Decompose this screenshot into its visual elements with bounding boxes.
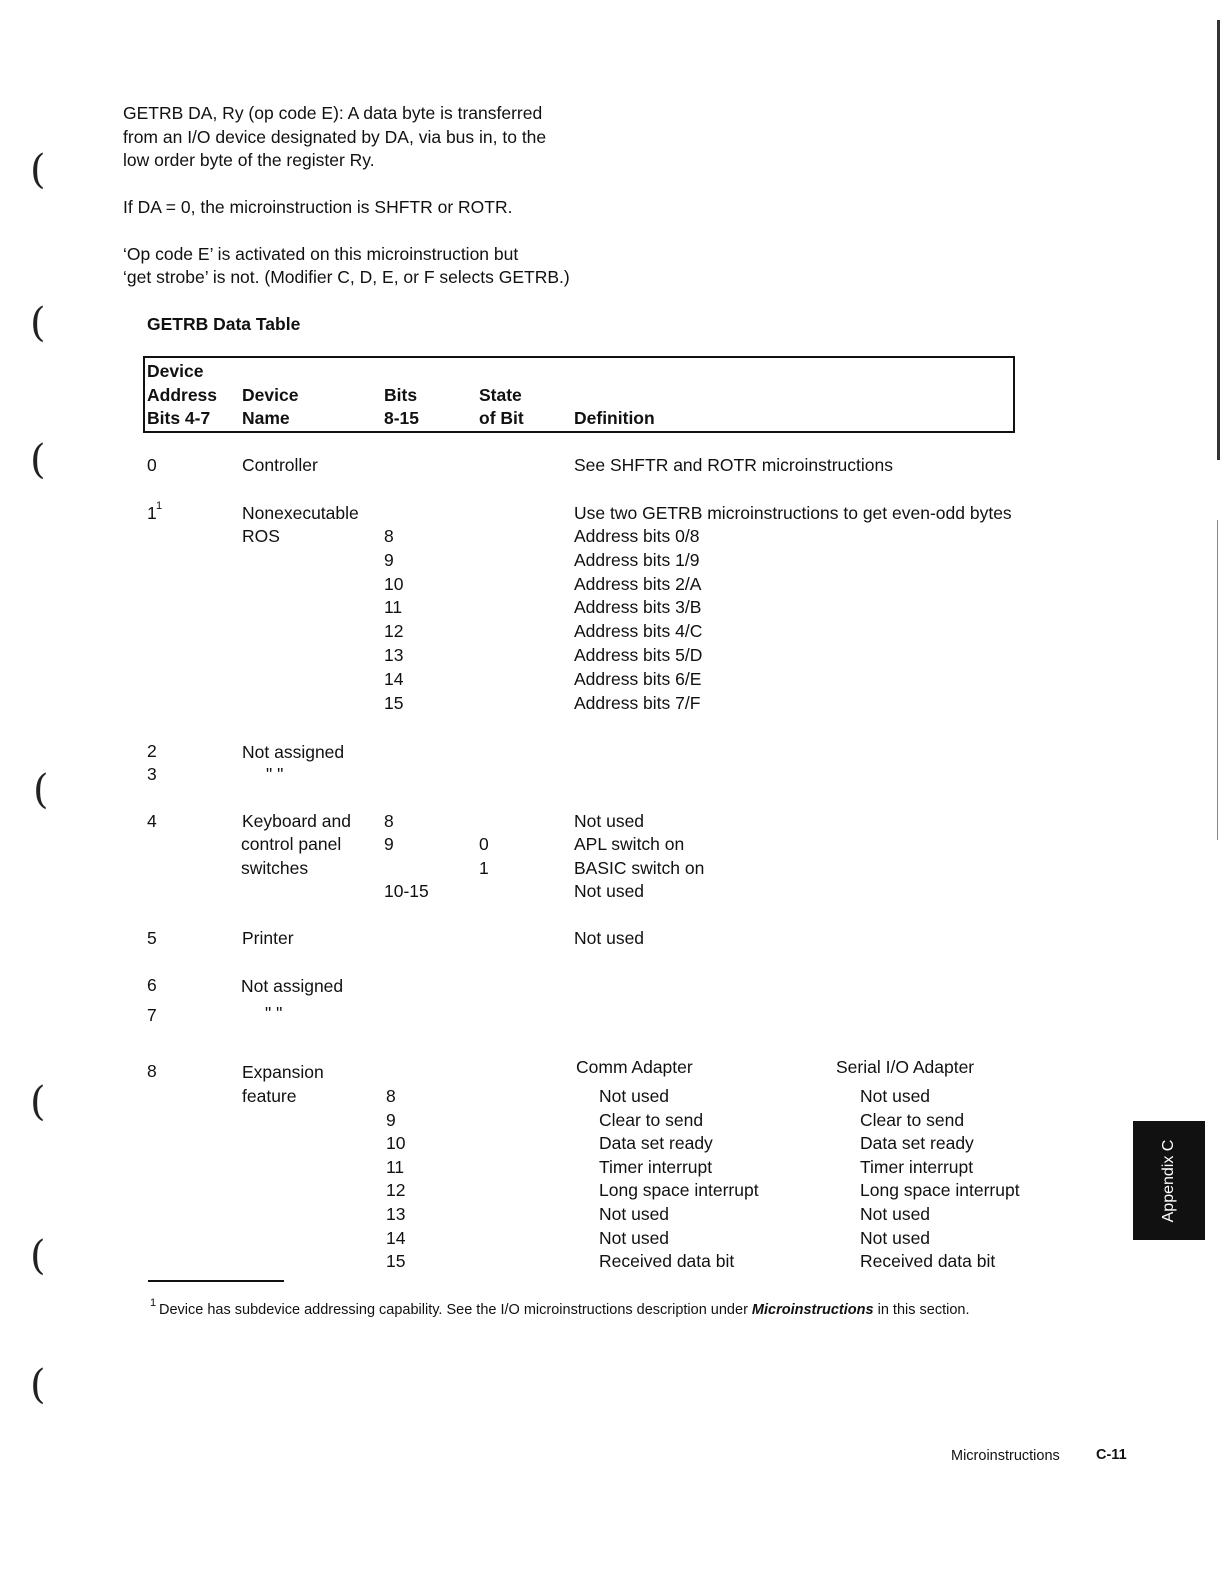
comm-adapter-definition: Data set ready bbox=[599, 1133, 713, 1154]
footer-section: Microinstructions bbox=[951, 1448, 1060, 1464]
serial-adapter-definition: Not used bbox=[860, 1227, 931, 1248]
ditto-mark: " " bbox=[266, 764, 284, 784]
expansion-bit: 13 bbox=[386, 1204, 406, 1224]
row-state: 0 bbox=[479, 834, 489, 854]
binder-hole-mark: ( bbox=[33, 767, 49, 813]
row-definition: BASIC switch on bbox=[574, 858, 705, 878]
comm-adapter-definition: Not used bbox=[599, 1204, 670, 1224]
serial-adapter-definition: Clear to send bbox=[860, 1109, 965, 1130]
ros-bit-definition: Address bits 2/A bbox=[574, 573, 702, 594]
footnote-reference: 1 bbox=[156, 500, 163, 512]
footnote-body: Device has subdevice addressing capability. See the I/O microinstructions description under bbox=[159, 1302, 752, 1318]
ros-bit: 9 bbox=[384, 549, 394, 570]
expansion-bit: 12 bbox=[386, 1180, 406, 1201]
row-definition: Not used bbox=[574, 811, 645, 831]
row-address: 3 bbox=[147, 764, 157, 784]
row-address: 5 bbox=[147, 928, 157, 948]
comm-adapter-definition: Not used bbox=[599, 1227, 670, 1248]
ros-bit: 15 bbox=[384, 692, 404, 713]
row-address: 2 bbox=[147, 741, 157, 761]
row-address: 7 bbox=[147, 1005, 157, 1025]
serial-adapter-definition: Not used bbox=[860, 1204, 931, 1224]
appendix-tab-label: Appendix C bbox=[1160, 1139, 1177, 1222]
footnote-tail: in this section. bbox=[873, 1302, 970, 1318]
header-device-name: Device bbox=[242, 385, 299, 405]
header-device-address: Bits 4-7 bbox=[147, 408, 211, 428]
header-device-address: Device bbox=[147, 361, 204, 381]
intro-line: GETRB DA, Ry (op code E): A data byte is transferred bbox=[123, 103, 543, 123]
comm-adapter-definition: Not used bbox=[599, 1086, 670, 1106]
serial-adapter-definition: Received data bit bbox=[860, 1251, 996, 1272]
ros-bit: 12 bbox=[384, 621, 404, 642]
binder-hole-mark: ( bbox=[30, 300, 46, 346]
intro-line: ‘Op code E’ is activated on this microinstruction but bbox=[123, 244, 519, 264]
ros-bit-definition: Address bits 5/D bbox=[574, 645, 703, 665]
row-device-name: Not assigned bbox=[242, 742, 345, 762]
header-state: of Bit bbox=[479, 408, 524, 428]
header-definition: Definition bbox=[574, 408, 655, 428]
row-definition: Not used bbox=[574, 881, 645, 901]
page-edge-shadow bbox=[1217, 20, 1220, 460]
ros-bit: 11 bbox=[384, 597, 403, 618]
row-address: 8 bbox=[147, 1061, 157, 1081]
binder-hole-mark: ( bbox=[30, 147, 46, 193]
ros-bit-definition: Address bits 0/8 bbox=[574, 526, 700, 546]
row-device-name: Nonexecutable bbox=[242, 503, 359, 523]
expansion-bit: 9 bbox=[386, 1109, 396, 1130]
expansion-bit: 14 bbox=[386, 1227, 406, 1248]
binder-hole-mark: ( bbox=[30, 437, 46, 483]
row-address: 1 bbox=[147, 503, 157, 523]
ros-bit: 14 bbox=[384, 668, 404, 689]
row-address: 6 bbox=[147, 975, 157, 995]
serial-adapter-definition: Data set ready bbox=[860, 1133, 974, 1154]
binder-hole-mark: ( bbox=[30, 1233, 46, 1279]
table-title: GETRB Data Table bbox=[147, 314, 301, 334]
row-device-name: control panel bbox=[241, 834, 342, 854]
intro-line: ‘get strobe’ is not. (Modifier C, D, E, or F selects GETRB.) bbox=[123, 267, 570, 287]
binder-hole-mark: ( bbox=[30, 1362, 46, 1408]
row-definition: Not used bbox=[574, 928, 645, 948]
ditto-mark: " " bbox=[265, 1003, 283, 1023]
comm-adapter-heading: Comm Adapter bbox=[576, 1057, 693, 1077]
row-device-name: ROS bbox=[242, 526, 280, 546]
footnote-text bbox=[159, 1299, 970, 1321]
ros-bit-definition: Address bits 6/E bbox=[574, 668, 702, 689]
row-device-name: Printer bbox=[242, 928, 294, 948]
header-device-name: Name bbox=[242, 408, 290, 428]
header-bits: Bits bbox=[384, 385, 418, 405]
row-bits: 9 bbox=[384, 834, 394, 854]
row-device-name: switches bbox=[241, 858, 309, 878]
serial-adapter-definition: Timer interrupt bbox=[860, 1156, 974, 1177]
expansion-bit: 10 bbox=[386, 1133, 406, 1154]
expansion-bit: 15 bbox=[386, 1251, 406, 1272]
binder-hole-mark: ( bbox=[30, 1079, 46, 1125]
row-device-name: Keyboard and bbox=[242, 811, 351, 831]
comm-adapter-definition: Received data bit bbox=[599, 1251, 735, 1272]
row-definition: APL switch on bbox=[574, 834, 685, 854]
serial-adapter-definition: Not used bbox=[860, 1086, 931, 1106]
footnote-marker: 1 bbox=[150, 1297, 157, 1309]
row-device-name: Controller bbox=[242, 455, 318, 475]
page-edge-shadow bbox=[1217, 520, 1218, 840]
serial-adapter-definition: Long space interrupt bbox=[860, 1180, 1020, 1201]
row-address: 4 bbox=[147, 811, 157, 831]
ros-bit-definition: Address bits 7/F bbox=[574, 692, 701, 713]
page-number: C-11 bbox=[1096, 1447, 1127, 1463]
header-state: State bbox=[479, 385, 522, 405]
header-device-address: Address bbox=[147, 385, 218, 405]
intro-line: If DA = 0, the microinstruction is SHFTR or ROTR. bbox=[123, 197, 513, 217]
row-device-name: Not assigned bbox=[241, 976, 344, 996]
ros-bit-definition: Address bits 3/B bbox=[574, 597, 702, 618]
row-bits: 10-15 bbox=[384, 881, 429, 901]
row-device-name: feature bbox=[242, 1086, 297, 1106]
comm-adapter-definition: Clear to send bbox=[599, 1109, 704, 1130]
ros-bit: 13 bbox=[384, 645, 404, 665]
comm-adapter-definition: Timer interrupt bbox=[599, 1156, 713, 1177]
expansion-bit: 8 bbox=[386, 1086, 396, 1106]
row-definition: Use two GETRB microinstructions to get even-odd bytes bbox=[574, 503, 1012, 523]
footnote-italic: Microinstructions bbox=[751, 1302, 874, 1318]
ros-bit-definition: Address bits 1/9 bbox=[574, 549, 700, 570]
ros-bit-definition: Address bits 4/C bbox=[574, 621, 703, 642]
footnote-rule bbox=[148, 1280, 284, 1282]
ros-bit: 10 bbox=[384, 573, 404, 594]
expansion-bit: 11 bbox=[386, 1156, 405, 1177]
row-state: 1 bbox=[479, 858, 489, 878]
comm-adapter-definition: Long space interrupt bbox=[599, 1180, 759, 1201]
ros-bit: 8 bbox=[384, 526, 394, 546]
row-bits: 8 bbox=[384, 811, 394, 831]
intro-line: low order byte of the register Ry. bbox=[123, 150, 375, 170]
intro-line: from an I/O device designated by DA, via bus in, to the bbox=[123, 127, 547, 147]
row-definition: See SHFTR and ROTR microinstructions bbox=[574, 455, 893, 475]
appendix-tab bbox=[1133, 1121, 1205, 1240]
row-address: 0 bbox=[147, 455, 157, 475]
header-bits: 8-15 bbox=[384, 408, 420, 428]
row-device-name: Expansion bbox=[242, 1062, 324, 1082]
serial-adapter-heading: Serial I/O Adapter bbox=[836, 1057, 975, 1077]
